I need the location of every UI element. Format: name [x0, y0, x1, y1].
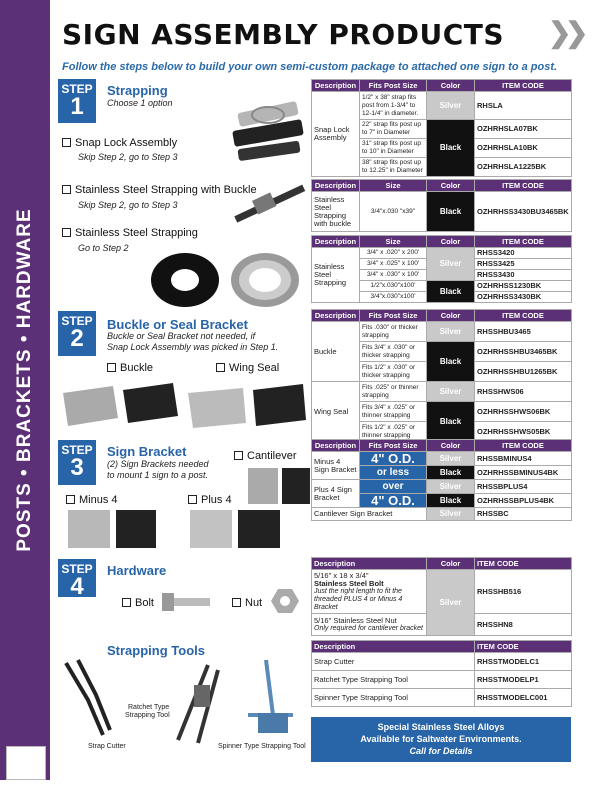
- option-bolt[interactable]: Bolt: [122, 597, 154, 609]
- bolt-image: [162, 590, 212, 614]
- page-title: SIGN ASSEMBLY PRODUCTS: [62, 18, 505, 51]
- step-3-badge: STEP 3: [58, 440, 96, 485]
- buckle-seal-images: [58, 378, 308, 438]
- sidebar: [0, 0, 50, 780]
- table-strapping-buckle: Description Size Color ITEM CODE Stainless Steel Strapping with buckle 3/4"x.030 "x39" Black OZHRHSS3430BU3465BK: [311, 179, 572, 232]
- checkbox-icon: [62, 228, 71, 237]
- chevron-right-icon: ❯: [548, 17, 572, 48]
- option-minus-4[interactable]: Minus 4: [66, 494, 118, 506]
- checkbox-icon: [62, 185, 71, 194]
- step-3-sub-1: (2) Sign Brackets needed: [107, 459, 209, 469]
- step-3-heading: Sign Bracket: [107, 444, 187, 459]
- step-1-heading: Strapping: [107, 83, 168, 98]
- checkbox-icon: [232, 598, 241, 607]
- option-strapping-sub: Go to Step 2: [78, 243, 129, 253]
- snap-lock-image: [228, 85, 308, 165]
- sign-bracket-images: [60, 465, 310, 550]
- table-tools: Description ITEM CODE Strap Cutter RHSSTMODELC1 Ratchet Type Strapping Tool RHSSTMODELP1 Spinner Type Strapping Tool RHSSTMODELC001: [311, 640, 572, 707]
- page-subtitle: Follow the steps below to build your own semi-custom package to attached one sign to a post.: [62, 61, 558, 73]
- step-3-sub-2: to mount 1 sign to a post.: [107, 470, 209, 480]
- table-snap-lock: Description Fits Post Size Color ITEM CODE Snap Lock Assembly 1/2" x 38" strap fits post from 1-3/4" to 12-1/4" in diameter. Silver RHSLA 22" strap fits post up to 7" in Diameter Black OZHRHSLA07BK 31" strap fits post up to 10" in Diameter OZHRHSLA10BK 38" strap fits post up to 12.25" in Diameter OZHRHSLA1225BK: [311, 79, 572, 177]
- step-4-heading: Hardware: [107, 563, 167, 578]
- step-2-sub-1: Buckle or Seal Bracket not needed, if: [107, 331, 256, 341]
- table-sign-bracket: Description Fits Post Size Color ITEM CODE Minus 4 Sign Bracket 4" O.D. Silver RHSSBMINUS4 or less Black OZHRHSSBMINUS4BK Plus 4 Sign Bracket over Silver RHSSBPLUS4 4" O.D. Black OZHRHSSBPLUS4BK Cantilever Sign Bracket Silver RHSSBC: [311, 439, 572, 521]
- checkbox-icon: [122, 598, 131, 607]
- chevron-right-icon: ❯: [565, 17, 589, 48]
- option-nut[interactable]: Nut: [232, 597, 262, 609]
- table-strapping: Description Size Color ITEM CODE Stainless Steel Strapping 3/4" x .020" x 200' Silver RHSS3420 3/4" x .025" x 100' RHSS3425 3/4" x .030" x 100' RHSS3430 1/2"x.030"x100' Black OZHRHSS1230BK 3/4"x.030"x100' OZHRHSS3430BK: [311, 235, 572, 303]
- step-2-heading: Buckle or Seal Bracket: [107, 317, 248, 332]
- strapping-tools-images: [58, 655, 308, 750]
- option-snap-lock-sub: Skip Step 2, go to Step 3: [78, 152, 178, 162]
- strapping-coils-image: [150, 250, 310, 310]
- checkbox-icon: [216, 363, 225, 372]
- table-buckle-seal: Description Fits Post Size Color ITEM CODE Buckle Fits .030" or thicker strapping Silver RHSSHBU3465 Fits 3/4" x .030" or thicker strapping Black OZHRHSSHBU3465BK Fits 1/2" x .030" or thicker strapping OZHRHSSHBU1265BK Wing Seal Fits .025" or thinner strapping Silver RHSSHWS06 Fits 3/4" x .025" or thinner strapping Black OZHRHSSHWS06BK Fits 1/2" x .025" or thinner strapping OZHRHSSHWS05BK: [311, 309, 572, 442]
- page-number-box: [6, 746, 46, 780]
- sidebar-text: POSTS • BRACKETS • HARDWARE: [14, 208, 35, 552]
- spinner-label: Spinner Type Strapping Tool: [218, 743, 306, 750]
- checkbox-icon: [62, 138, 71, 147]
- nut-image: [270, 588, 300, 614]
- strap-cutter-label: Strap Cutter: [88, 743, 126, 750]
- option-snap-lock[interactable]: Snap Lock Assembly: [62, 137, 177, 149]
- checkbox-icon: [107, 363, 116, 372]
- table-hardware: Description Color ITEM CODE 5/16" x 18 x 3/4" Stainless Steel Bolt Just the right length to fit the threaded PLUS 4 or Minus 4 Bracket Silver RHSSHB516 5/16" Stainless Steel Nut Only required for cantilever bracket RHSSHN8: [311, 557, 572, 636]
- strapping-buckle-image: [232, 178, 312, 228]
- option-strapping-buckle-sub: Skip Step 2, go to Step 3: [78, 200, 178, 210]
- checkbox-icon: [234, 451, 243, 460]
- tools-heading: Strapping Tools: [107, 643, 205, 658]
- step-2-sub-2: Snap Lock Assembly was picked in Step 1.: [107, 342, 279, 352]
- option-buckle[interactable]: Buckle: [107, 362, 153, 374]
- option-cantilever[interactable]: Cantilever: [234, 450, 297, 462]
- option-strapping-buckle[interactable]: Stainless Steel Strapping with Buckle: [62, 184, 257, 196]
- ratchet-label-2: Strapping Tool: [125, 712, 170, 719]
- option-plus-4[interactable]: Plus 4: [188, 494, 232, 506]
- step-4-badge: STEP 4: [58, 559, 96, 597]
- alloys-callout: Special Stainless Steel Alloys Available for Saltwater Environments. Call for Details: [311, 717, 571, 762]
- step-2-badge: STEP 2: [58, 311, 96, 356]
- ratchet-label-1: Ratchet Type: [128, 704, 170, 711]
- option-wing-seal[interactable]: Wing Seal: [216, 362, 279, 374]
- step-1-sub: Choose 1 option: [107, 98, 173, 108]
- option-strapping[interactable]: Stainless Steel Strapping: [62, 227, 198, 239]
- step-1-badge: STEP 1: [58, 79, 96, 123]
